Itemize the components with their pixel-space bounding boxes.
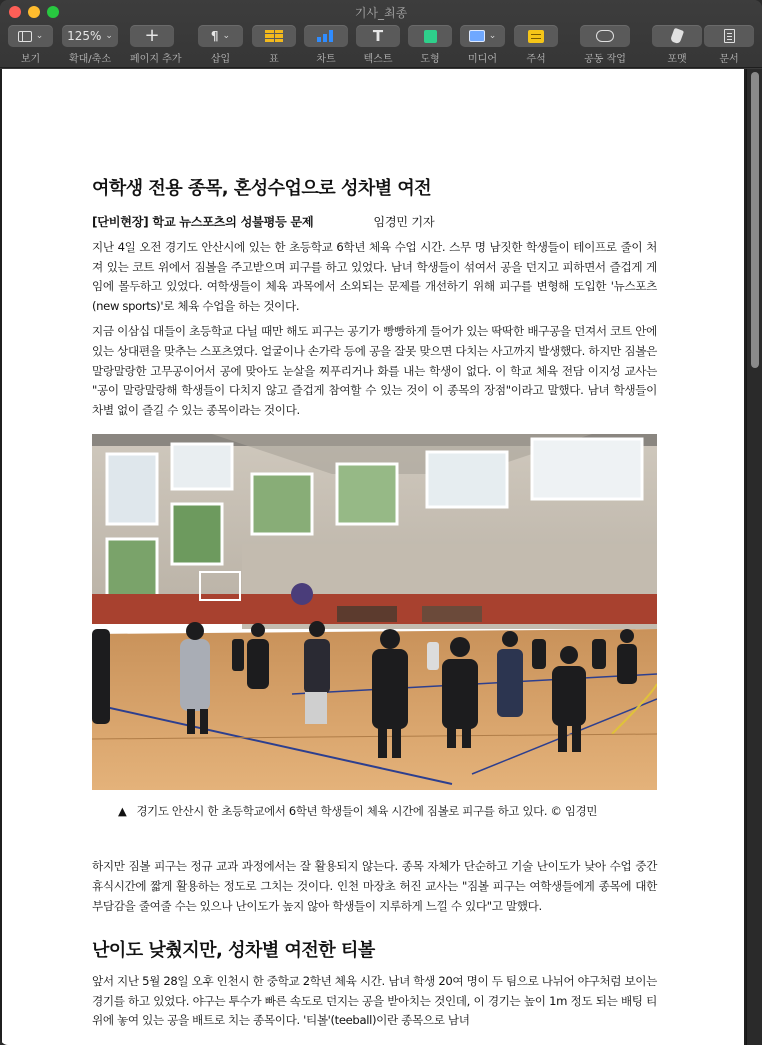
view-tool[interactable] [8, 25, 53, 65]
format-label: 포맷 [667, 54, 687, 65]
text-icon: T [372, 27, 384, 45]
insert-label: 삽입 [210, 54, 231, 65]
chevron-down-icon: ⌄ [105, 31, 113, 41]
subheading[interactable]: 난이도 낮췄지만, 성차별 여전한 티볼 [92, 940, 375, 962]
chart-button[interactable] [304, 25, 348, 47]
plus-icon: + [144, 25, 160, 46]
comment-tool[interactable] [514, 25, 558, 65]
text-tool[interactable] [356, 25, 400, 65]
chevron-down-icon: ⌄ [488, 31, 497, 41]
text-button[interactable] [356, 25, 400, 47]
insert-button[interactable] [198, 25, 243, 47]
media-label: 미디어 [468, 54, 497, 65]
article-body[interactable] [92, 174, 657, 1037]
gym-photo[interactable] [92, 434, 657, 790]
photo-caption-text[interactable]: 경기도 안산시 한 초등학교에서 6학년 학생들이 체육 시간에 짐볼로 피구를 하고 있다. © 임경민 [136, 804, 598, 819]
chart-label: 차트 [316, 54, 336, 65]
vertical-scrollbar[interactable] [746, 69, 762, 1045]
byline[interactable]: 임경민 기자 [373, 215, 435, 229]
paragraph-3[interactable]: 하지만 짐볼 피구는 정규 교과 과정에서는 잘 활용되지 않는다. 종목 자체가 단순하고 기술 난이도가 낮아 수업 중간 휴식시간에 짧게 활용하는 정도로 그치는 것이다. 인천 마장초 허진 교사는 "짐볼 피구는 여학생들에게 종목에 대한 부담감을 줄여줄 수는 있으나 난이도가 높지 않아 학생들이 지루하게 느낄 수 있다"고 말했다. [92, 859, 657, 913]
shape-button[interactable] [408, 25, 452, 47]
zoom-value: 125% [67, 29, 102, 43]
table-label: 표 [269, 54, 279, 65]
add-page-label: 페이지 추가 [130, 54, 182, 65]
collaborate-icon [596, 30, 614, 42]
chevron-down-icon: ⌄ [222, 31, 231, 41]
format-button[interactable] [652, 25, 702, 47]
document-tool[interactable] [704, 25, 754, 65]
table-icon [265, 30, 283, 42]
paragraph-1[interactable]: 지난 4일 오전 경기도 안산시에 있는 한 초등학교 6학년 체육 수업 시간. 스무 명 남짓한 학생들이 테이프로 줄이 처져 있는 코트 위에서 짐볼을 주고받으며 피구를 하고 있었다. 남녀 학생들이 섞여서 공을 던지고 피하면서 즐겁게 게임에 몰두하고 있었다. 여학생들이 체육 과목에서 소외되는 문제를 개선하기 위해 피구를 변형해 도입한 '뉴스포츠(new sports)'로 체육 수업을 하는 것이다. [92, 240, 657, 313]
zoom-select[interactable] [62, 25, 118, 47]
format-tool[interactable] [652, 25, 702, 65]
scrollbar-thumb[interactable] [751, 72, 759, 368]
table-tool[interactable] [252, 25, 296, 65]
collaborate-button[interactable] [580, 25, 630, 47]
document-button[interactable] [704, 25, 754, 47]
comment-icon [528, 30, 544, 43]
shape-tool[interactable] [408, 25, 452, 65]
collaborate-tool[interactable] [580, 25, 630, 65]
insert-tool[interactable] [198, 25, 243, 65]
document-icon [724, 29, 735, 43]
zoom-tool[interactable] [62, 25, 118, 65]
table-button[interactable] [252, 25, 296, 47]
view-button[interactable] [8, 25, 53, 47]
chart-icon [317, 30, 335, 42]
document-canvas[interactable] [0, 69, 762, 1045]
comment-label: 주석 [526, 54, 546, 65]
add-page-button[interactable] [130, 25, 174, 47]
shape-label: 도형 [420, 54, 440, 65]
photo-caption[interactable] [118, 803, 657, 819]
gym-photo-image [92, 434, 657, 790]
document-label: 문서 [719, 54, 739, 65]
paragraph-icon: ¶ [210, 29, 219, 43]
paragraph-2[interactable]: 지금 이삼십 대들이 초등학교 다닐 때만 해도 피구는 공기가 빵빵하게 들어가 있는 딱딱한 배구공을 던져서 코트 안에 있는 상대편을 맞추는 스포츠였다. 얼굴이나 손가락 등에 공을 잘못 맞으면 다치는 사고까지 발생했다. 하지만 짐볼은 말랑말랑한 고무공이어서 공에 맞아도 눈살을 찌푸리거나 화를 내는 학생이 없다. 이 학교 체육 전담 이지성 교사는 "공이 말랑말랑해 학생들이 다치지 않고 즐겁게 참여할 수 있는 것이 이 종목의 장점"이라고 말했다. 남녀 학생들이 차별 없이 즐길 수 있는 종목이라는 것이다. [92, 324, 657, 417]
section-label[interactable]: [단비현장] 학교 뉴스포츠의 성불평등 문제 [92, 215, 314, 229]
media-button[interactable] [460, 25, 505, 47]
caption-triangle-icon: ▲ [118, 804, 127, 819]
shape-icon [424, 30, 437, 43]
window-title: 기사_최종 [354, 6, 408, 20]
zoom-label: 확대/축소 [68, 54, 111, 65]
headline[interactable]: 여학생 전용 종목, 혼성수업으로 성차별 여전 [92, 178, 432, 199]
comment-button[interactable] [514, 25, 558, 47]
section-line[interactable] [92, 213, 657, 230]
view-label: 보기 [20, 54, 41, 65]
sidebar-icon [18, 31, 32, 42]
text-label: 텍스트 [363, 54, 393, 65]
chart-tool[interactable] [304, 25, 348, 65]
chevron-down-icon: ⌄ [35, 31, 44, 41]
toolbar [0, 0, 762, 68]
add-page-tool[interactable] [130, 25, 182, 65]
paragraph-4[interactable]: 앞서 지난 5월 28일 오후 인천시 한 중학교 2학년 체육 시간. 남녀 학생 20여 명이 두 팀으로 나뉘어 야구처럼 보이는 경기를 하고 있었다. 야구는 투수가 빠른 속도로 던지는 공을 받아치는 것인데, 이 경기는 높이 1m 정도 되는 배팅 티 위에 놓여 있는 공을 배트로 치는 종목이다. '티볼'(teeball)이란 종목으로 남녀 [92, 974, 657, 1028]
document-page[interactable] [2, 69, 744, 1045]
image-icon [469, 30, 485, 42]
collaborate-label: 공동 작업 [584, 54, 626, 65]
media-tool[interactable] [460, 25, 505, 65]
paintbrush-icon [670, 28, 684, 45]
